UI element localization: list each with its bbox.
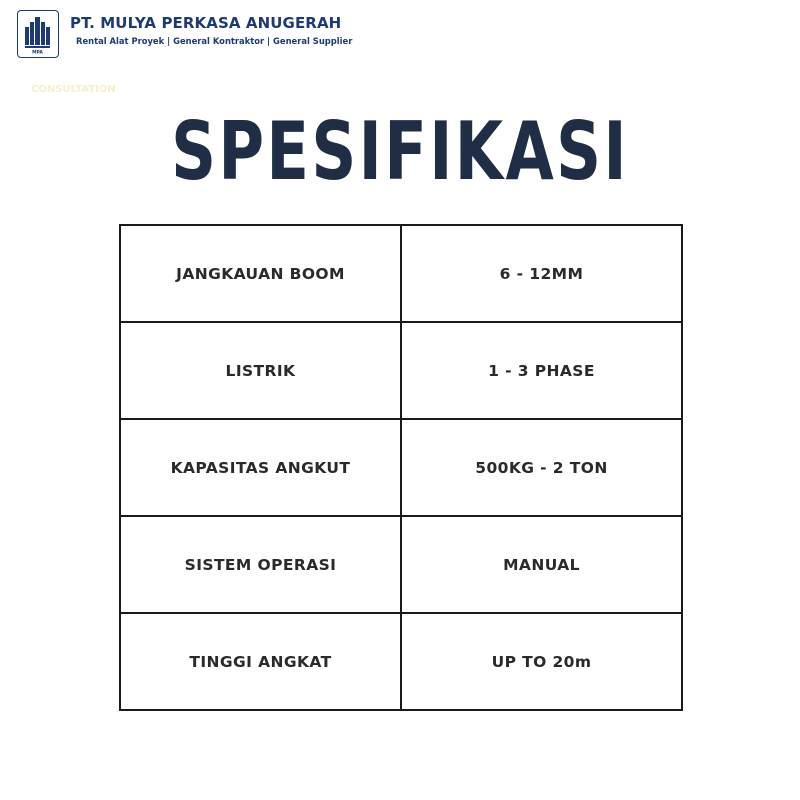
- page-title: SPESIFIKASI: [171, 105, 629, 198]
- spec-value: 1 - 3 PHASE: [401, 322, 682, 419]
- logo-text: MPA: [32, 50, 43, 56]
- spec-value: 6 - 12MM: [401, 225, 682, 322]
- watermark-text: CONSULTATION: [31, 84, 116, 95]
- spec-value: MANUAL: [401, 516, 682, 613]
- spec-label: TINGGI ANGKAT: [120, 613, 401, 710]
- spec-label: LISTRIK: [120, 322, 401, 419]
- spec-value: 500KG - 2 TON: [401, 419, 682, 516]
- spec-label: JANGKAUAN BOOM: [120, 225, 401, 322]
- company-name: PT. MULYA PERKASA ANUGERAH: [70, 14, 342, 32]
- table-row: [120, 225, 682, 322]
- spec-label: KAPASITAS ANGKUT: [120, 419, 401, 516]
- table-row: [120, 613, 682, 710]
- spec-value: UP TO 20m: [401, 613, 682, 710]
- spec-table: [119, 224, 683, 711]
- company-logo: [17, 10, 59, 58]
- building-icon: [18, 11, 57, 56]
- spec-label: SISTEM OPERASI: [120, 516, 401, 613]
- table-row: [120, 322, 682, 419]
- table-row: [120, 419, 682, 516]
- table-row: [120, 516, 682, 613]
- company-tagline: Rental Alat Proyek | General Kontraktor | General Supplier: [76, 36, 353, 46]
